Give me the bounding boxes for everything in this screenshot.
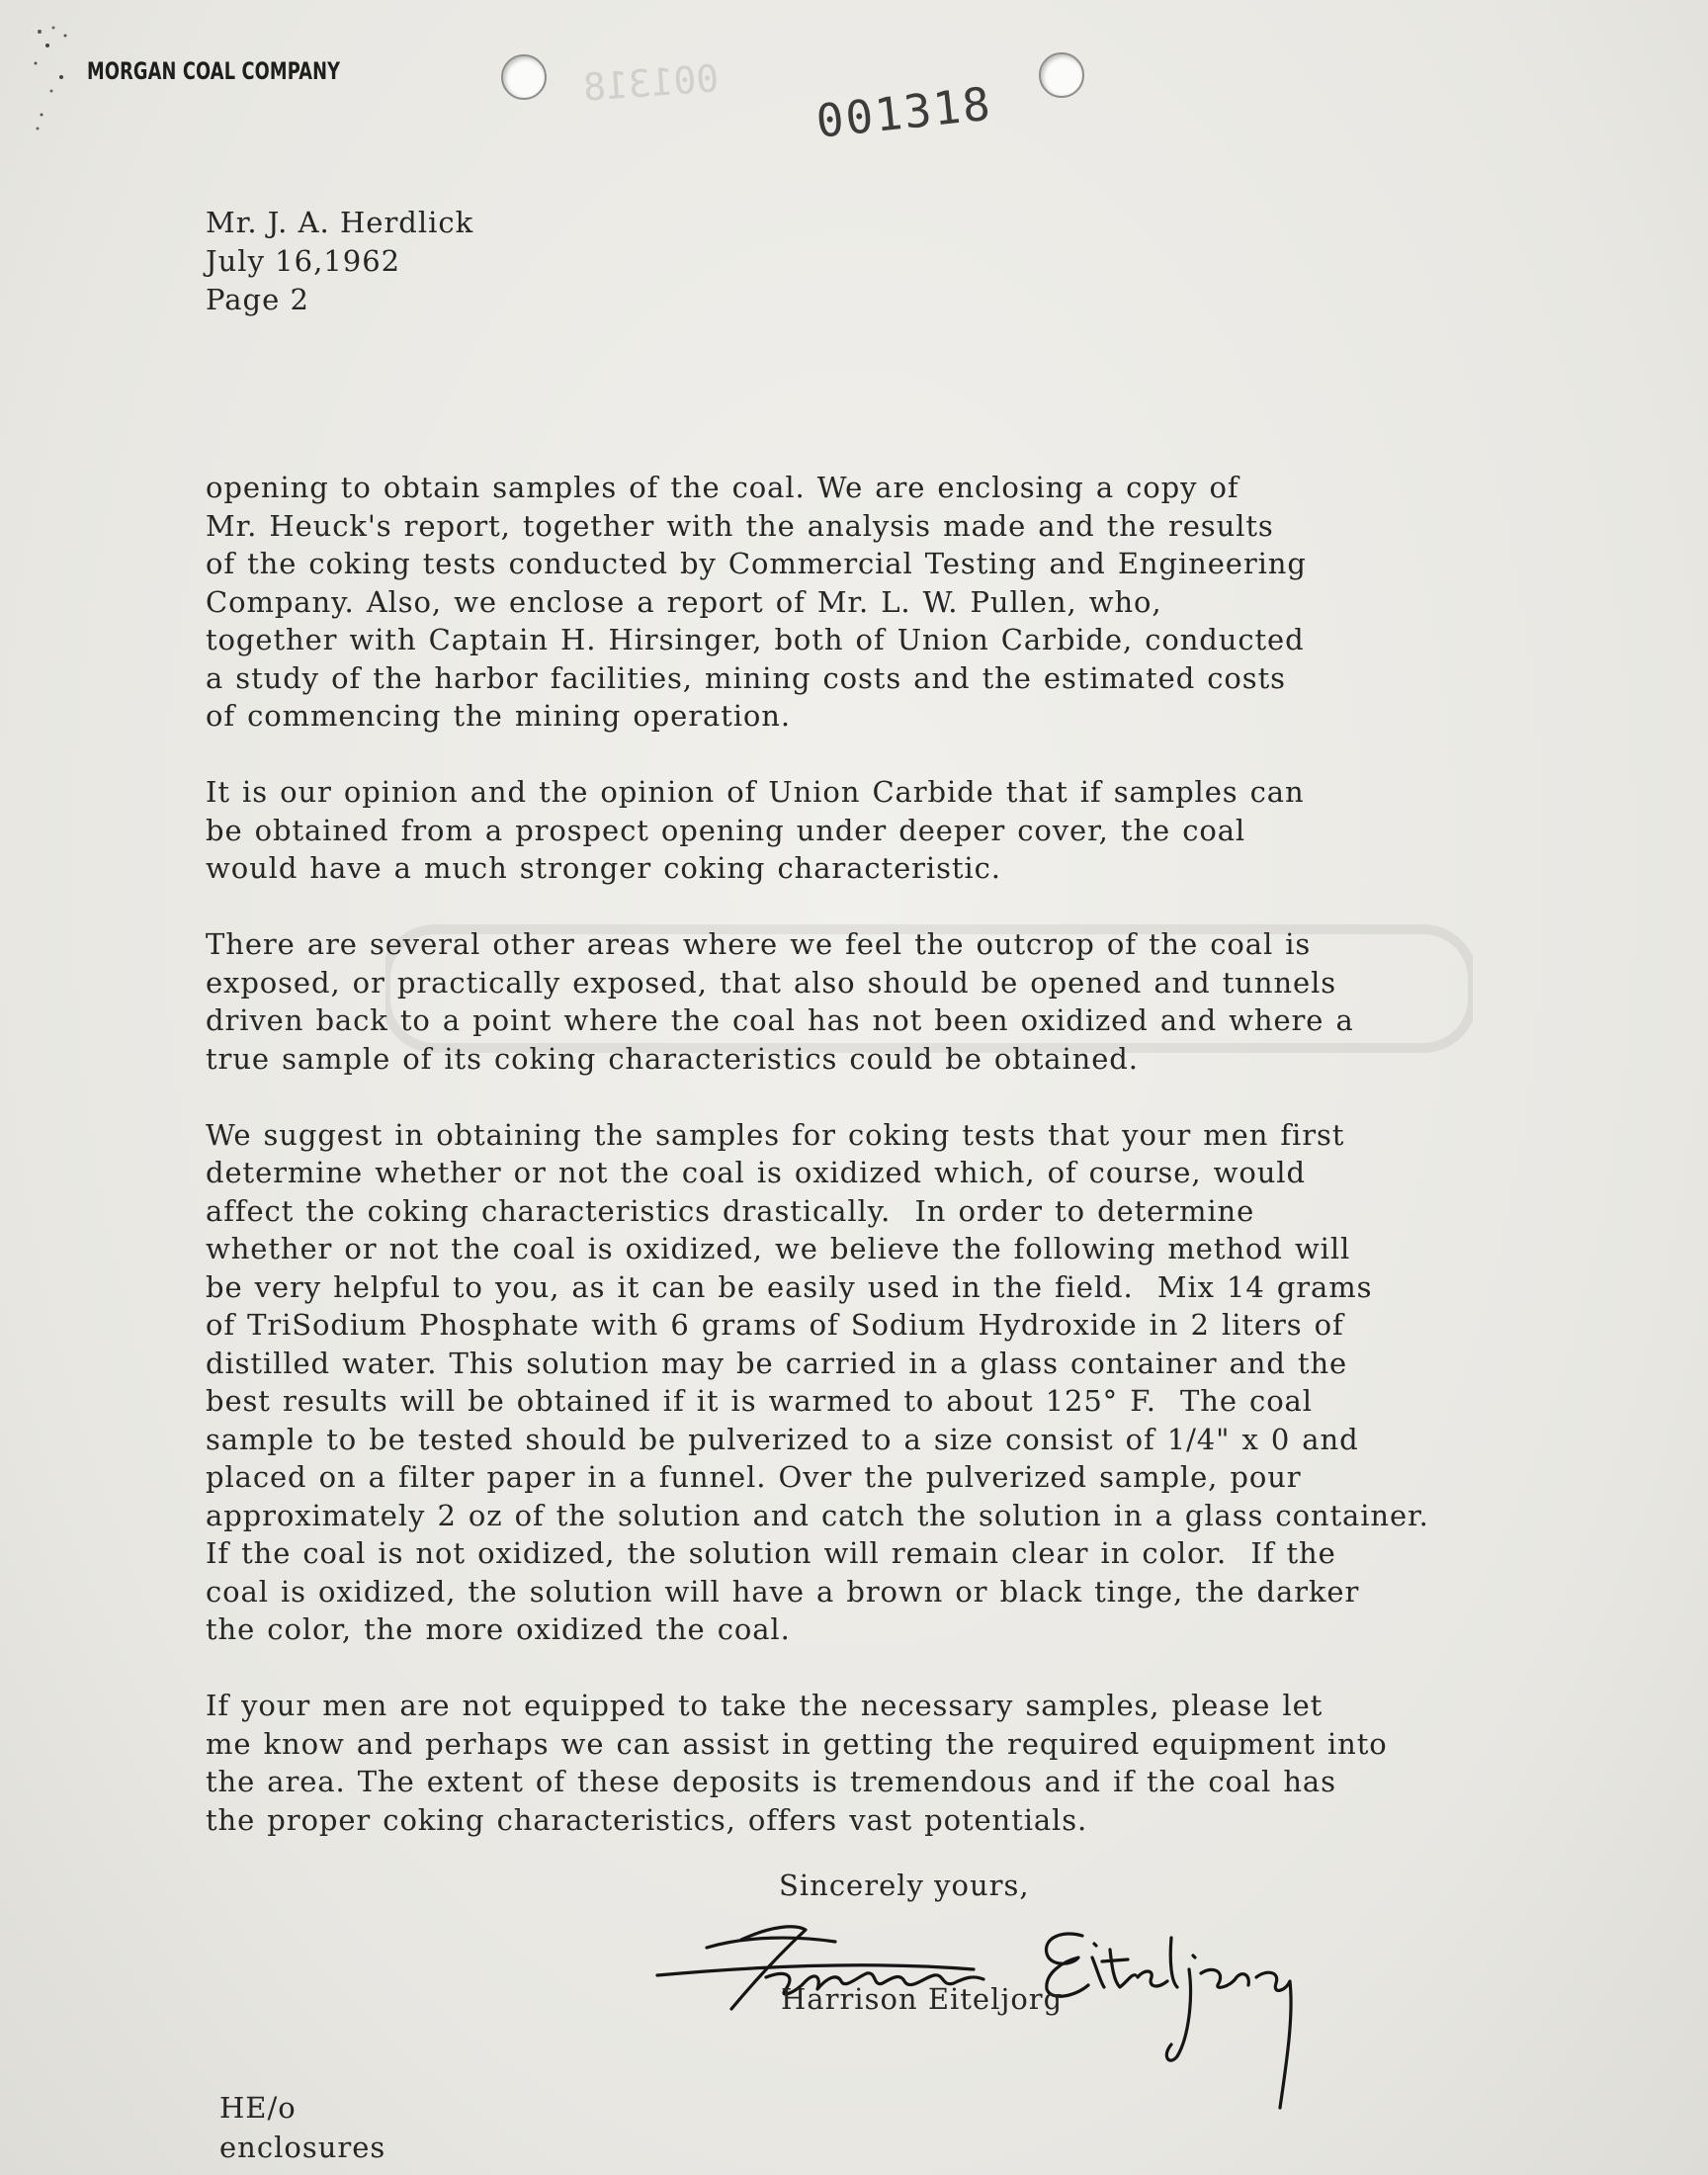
paragraph [206, 773, 1510, 888]
text-line: best results will be obtained if it is warmed to about 125° F. The coal [206, 1384, 1313, 1418]
text-line: a study of the harbor facilities, mining costs and the estimated costs [206, 660, 1286, 695]
text-line: placed on a filter paper in a funnel. Over the pulverized sample, pour [206, 1460, 1302, 1494]
text-line: If the coal is not oxidized, the solution will remain clear in color. If the [206, 1536, 1336, 1570]
text-line: coal is oxidized, the solution will have a brown or black tinge, the darker [206, 1574, 1360, 1609]
text-line: driven back to a point where the coal has not been oxidized and where a [206, 1003, 1354, 1037]
text-line: We suggest in obtaining the samples for coking tests that your men first [206, 1117, 1345, 1152]
signer-name: Harrison Eiteljorg [781, 1982, 1064, 2016]
reference-block [219, 2088, 385, 2167]
letter-header [206, 204, 473, 319]
recipient-name: Mr. J. A. Herdlick [206, 206, 474, 239]
typist-initials: HE/o [219, 2091, 297, 2125]
text-line: whether or not the coal is oxidized, we believe the following method will [206, 1232, 1351, 1265]
punch-hole-left [501, 54, 547, 100]
letter-body [206, 469, 1510, 1877]
text-line: sample to be tested should be pulverized to a size consist of 1/4" x 0 and [206, 1422, 1359, 1456]
paragraph [206, 469, 1510, 736]
text-line: of the coking tests conducted by Commercial Testing and Engineering [206, 547, 1307, 580]
paragraph [206, 1687, 1510, 1839]
closing-salutation: Sincerely yours, [779, 1869, 1030, 1902]
text-line: determine whether or not the coal is oxidized which, of course, would [206, 1156, 1306, 1189]
paragraph [206, 1116, 1510, 1649]
paragraph [206, 925, 1510, 1078]
text-line: be obtained from a prospect opening under deeper cover, the coal [206, 813, 1246, 847]
text-line: the proper coking characteristics, offers vast potentials. [206, 1802, 1088, 1837]
text-line: If your men are not equipped to take the necessary samples, please let [206, 1689, 1324, 1722]
company-letterhead: MORGAN COAL COMPANY [87, 57, 341, 85]
text-line: together with Captain H. Hirsinger, both of Union Carbide, conducted [206, 623, 1305, 656]
text-line: would have a much stronger coking characteristic. [206, 851, 1001, 885]
enclosures-note: enclosures [219, 2131, 386, 2164]
text-line: There are several other areas where we feel the outcrop of the coal is [206, 927, 1312, 961]
text-line: affect the coking characteristics drastically. In order to determine [206, 1193, 1255, 1228]
text-line: Company. Also, we enclose a report of Mr. L. W. Pullen, who, [206, 584, 1162, 619]
text-line: of TriSodium Phosphate with 6 grams of Sodium Hydroxide in 2 liters of [206, 1308, 1344, 1342]
page-number: Page 2 [206, 283, 309, 316]
punch-hole-right [1039, 52, 1084, 98]
text-line: Mr. Heuck's report, together with the analysis made and the results [206, 508, 1274, 543]
text-line: distilled water. This solution may be carried in a glass container and the [206, 1346, 1348, 1380]
text-line: It is our opinion and the opinion of Union Carbide that if samples can [206, 775, 1305, 809]
text-line: be very helpful to you, as it can be easily used in the field. Mix 14 grams [206, 1269, 1373, 1304]
text-line: opening to obtain samples of the coal. We are enclosing a copy of [206, 471, 1239, 504]
text-line: of commencing the mining operation. [206, 699, 791, 733]
stamp-bleed-through: 001318 [581, 56, 721, 110]
document-number-stamp: 001318 [813, 76, 995, 148]
text-line: approximately 2 oz of the solution and catch the solution in a glass container. [206, 1498, 1429, 1532]
text-line: exposed, or practically exposed, that also should be opened and tunnels [206, 965, 1337, 1000]
text-line: me know and perhaps we can assist in getting the required equipment into [206, 1726, 1388, 1761]
text-line: the color, the more oxidized the coal. [206, 1612, 791, 1646]
letter-date: July 16,1962 [206, 244, 401, 278]
text-line: the area. The extent of these deposits is tremendous and if the coal has [206, 1765, 1336, 1798]
text-line: true sample of its coking characteristics could be obtained. [206, 1041, 1139, 1076]
speck-marks [22, 20, 91, 138]
